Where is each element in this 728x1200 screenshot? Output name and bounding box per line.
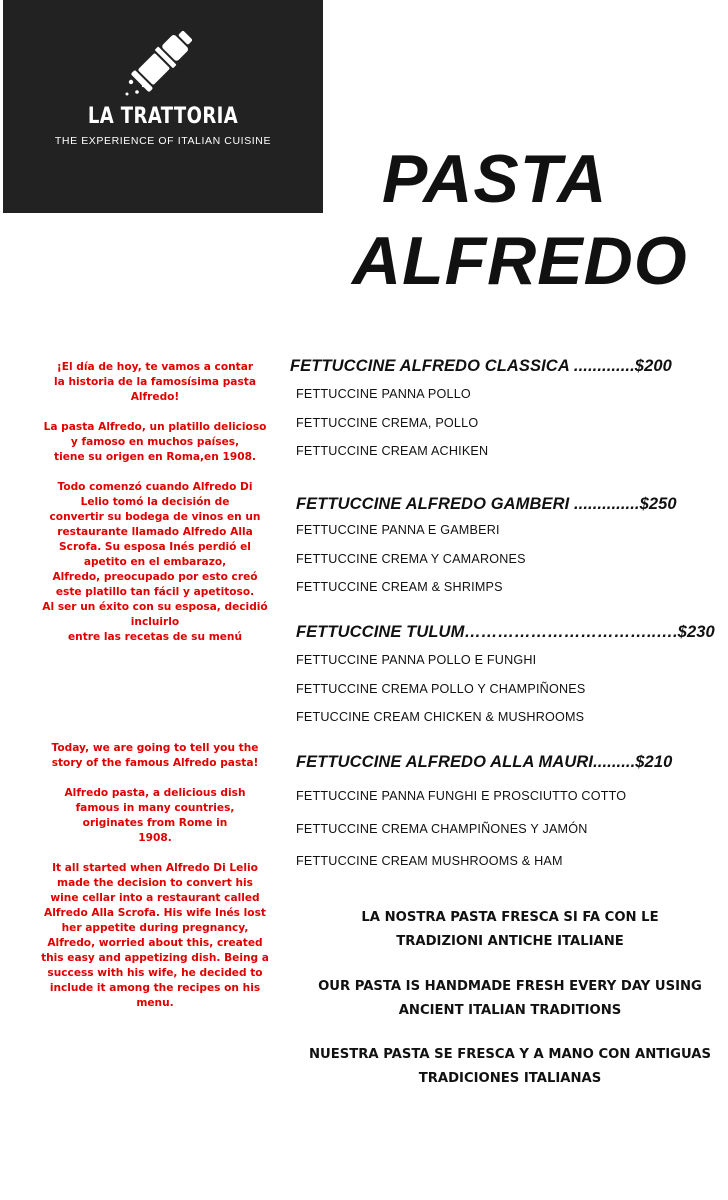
dish-item: FETTUCCINE PANNA POLLO E FUNGHI xyxy=(296,653,537,667)
story-spanish: ¡El día de hoy, te vamos a contar la historia de la famosísima pasta Alfredo! La pasta Alfredo, un platillo delicioso y famoso en muchos países, tiene su origen en Roma,en 1908. Todo comenzó cuando Alfredo Di Lelio tomó la decisión de convertir su bodega de vinos en un restaurante llamado Alfredo Alla Scrofa. Su esposa Inés perdió el apetito en el embarazo, Alfredo, preocupado por esto creó este platillo tan fácil y apetitoso. Al ser un éxito con su esposa, decidió incluirlo entre las recetas de su menú xyxy=(42,361,268,643)
dish-item: FETTUCCINE CREMA CHAMPIÑONES Y JAMÓN xyxy=(296,821,588,836)
note-english: OUR PASTA IS HANDMADE FRESH EVERY DAY USING ANCIENT ITALIAN TRADITIONS xyxy=(318,979,702,1018)
dish-title: FETTUCCINE ALFREDO CLASSICA .............$200 xyxy=(290,357,672,375)
dish-title: FETTUCCINE ALFREDO ALLA MAURI.........$210 xyxy=(296,753,673,771)
note-italian: LA NOSTRA PASTA FRESCA SI FA CON LE TRADIZIONI ANTICHE ITALIANE xyxy=(361,910,659,949)
brand-tagline: THE EXPERIENCE OF ITALIAN CUISINE xyxy=(54,135,272,147)
dish-item: FETTUCCINE CREMA, POLLO xyxy=(296,415,479,430)
dish-item: FETTUCCINE CREMA Y CAMARONES xyxy=(296,551,526,566)
dish-item: FETUCCINE CREAM CHICKEN & MUSHROOMS xyxy=(296,710,585,724)
page-title-line-1: PASTA xyxy=(382,141,608,217)
dish-item: FETTUCCINE PANNA E GAMBERI xyxy=(296,523,500,537)
dish-title: FETTUCCINE TULUM……………………………..….$230 xyxy=(296,623,715,641)
dish-item: FETTUCCINE CREAM & SHRIMPS xyxy=(296,580,503,594)
dish-alfredo-classica xyxy=(290,357,720,473)
story-english: Today, we are going to tell you the story of the famous Alfredo pasta! Alfredo pasta, a delicious dish famous in many countries, originates from Rome in 1908. It all started when Alfredo Di Lelio made the decision to convert his wine cellar into a restaurant called Alfredo Alla Scrofa. His wife Inés lost her appetite during pregnancy, Alfredo, worried about this, created this easy and appetizing dish. Being a success with his wife, he decided to include it among the recipes on his menu. xyxy=(41,742,269,1009)
pepper-grinder-icon xyxy=(121,22,201,102)
dish-item: FETTUCCINE CREMA POLLO Y CHAMPIÑONES xyxy=(296,681,586,696)
dish-title: FETTUCCINE ALFREDO GAMBERI ..............$250 xyxy=(296,495,677,513)
brand-name: LA TRATTORIA xyxy=(87,104,239,129)
dish-alfredo-gamberi xyxy=(296,495,726,609)
page-title xyxy=(338,138,728,302)
dish-item: FETTUCCINE PANNA FUNGHI E PROSCIUTTO COTTO xyxy=(296,789,627,803)
note-spanish: NUESTRA PASTA SE FRESCA Y A MANO CON ANTIGUAS TRADICIONES ITALIANAS xyxy=(309,1047,711,1086)
dish-items xyxy=(296,653,726,739)
page-title-line-2: ALFREDO xyxy=(352,223,688,299)
dish-item: FETTUCCINE CREAM MUSHROOMS & HAM xyxy=(296,854,563,868)
brand-logo-box xyxy=(3,0,323,213)
dish-items xyxy=(296,789,726,887)
dish-alfredo-alla-mauri xyxy=(296,753,726,887)
dish-item: FETTUCCINE PANNA POLLO xyxy=(296,387,471,401)
dish-item: FETTUCCINE CREAM ACHIKEN xyxy=(296,444,489,458)
dish-tulum xyxy=(296,623,726,739)
dish-items xyxy=(296,523,726,609)
dish-items xyxy=(290,387,720,473)
